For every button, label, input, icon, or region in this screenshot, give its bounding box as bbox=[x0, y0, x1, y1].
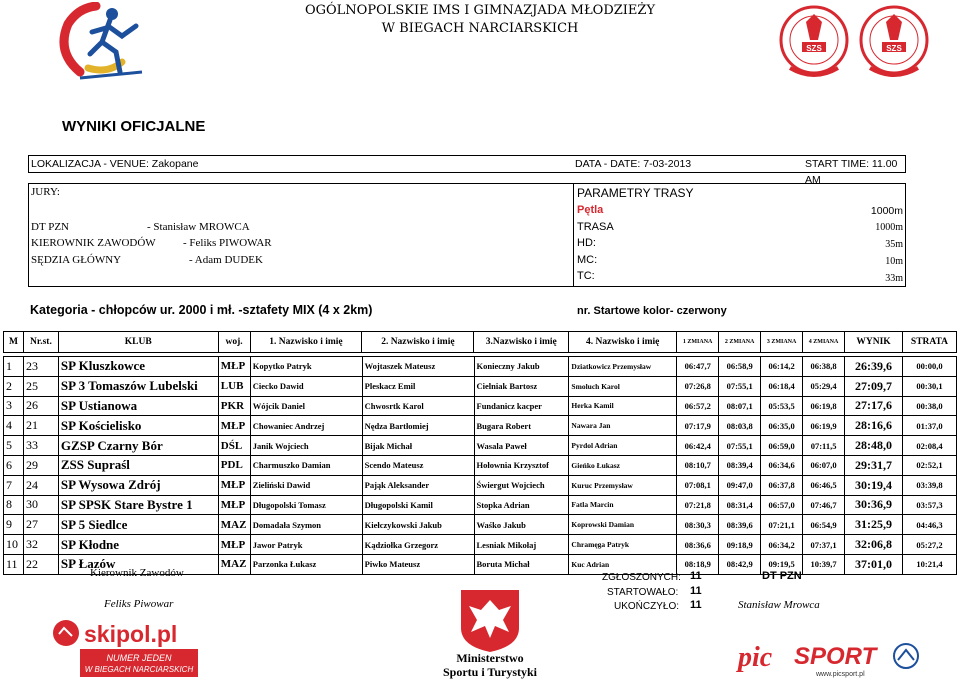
athlete1-cell: Wójcik Daniel bbox=[250, 396, 362, 416]
leg2-time-cell: 09:47,0 bbox=[719, 475, 761, 495]
column-header: 1. Nazwisko i imię bbox=[250, 332, 362, 353]
column-header: M bbox=[4, 332, 24, 353]
region-cell: MŁP bbox=[218, 535, 250, 555]
athlete4-cell: Chramęga Patryk bbox=[569, 535, 677, 555]
leg2-time-cell: 08:39,4 bbox=[719, 455, 761, 475]
region-cell: MŁP bbox=[218, 357, 250, 377]
athlete3-cell: Bugara Robert bbox=[474, 416, 569, 436]
athlete3-cell: Fundanicz kacper bbox=[474, 396, 569, 416]
leg2-time-cell: 08:07,1 bbox=[719, 396, 761, 416]
leg4-time-cell: 10:39,7 bbox=[803, 554, 845, 574]
club-cell: SP Wysowa Zdrój bbox=[58, 475, 218, 495]
leg4-time-cell: 06:19,8 bbox=[803, 396, 845, 416]
gap-cell: 10:21,4 bbox=[902, 554, 956, 574]
region-cell: MAZ bbox=[218, 515, 250, 535]
gap-cell: 02:08,4 bbox=[902, 436, 956, 456]
leg3-time-cell: 06:34,2 bbox=[761, 535, 803, 555]
date-label: DATA - DATE: 7-03-2013 bbox=[575, 158, 692, 170]
athlete2-cell: Nędza Bartłomiej bbox=[362, 416, 474, 436]
leg3-time-cell: 06:34,6 bbox=[761, 455, 803, 475]
start-time-label: START TIME: 11.00 AM bbox=[805, 158, 898, 186]
leg3-time-cell: 09:19,5 bbox=[761, 554, 803, 574]
club-cell: SP Kościelisko bbox=[58, 416, 218, 436]
region-cell: PDL bbox=[218, 455, 250, 475]
track-params-title: PARAMETRY TRASY bbox=[577, 186, 694, 200]
athlete2-cell: Piwko Mateusz bbox=[362, 554, 474, 574]
official-results-title: WYNIKI OFICJALNE bbox=[62, 118, 206, 135]
start-number-cell: 21 bbox=[23, 416, 58, 436]
start-number-cell: 23 bbox=[23, 357, 58, 377]
place-cell: 8 bbox=[4, 495, 24, 515]
start-number-cell: 25 bbox=[23, 376, 58, 396]
result-cell: 30:19,4 bbox=[845, 475, 903, 495]
athlete3-cell: Waśko Jakub bbox=[474, 515, 569, 535]
athlete3-cell: Wasala Paweł bbox=[474, 436, 569, 456]
box-divider bbox=[573, 184, 574, 286]
region-cell: MAZ bbox=[218, 554, 250, 574]
track-label: HD: bbox=[577, 237, 596, 249]
athlete3-cell: Konieczny Jakub bbox=[474, 357, 569, 377]
leg2-time-cell: 06:58,9 bbox=[719, 357, 761, 377]
place-cell: 4 bbox=[4, 416, 24, 436]
kierownik-label: Kierownik Zawodów bbox=[90, 567, 184, 579]
place-cell: 6 bbox=[4, 455, 24, 475]
column-header: WYNIK bbox=[845, 332, 903, 353]
result-cell: 30:36,9 bbox=[845, 495, 903, 515]
result-cell: 26:39,6 bbox=[845, 357, 903, 377]
result-cell: 28:48,0 bbox=[845, 436, 903, 456]
leg2-time-cell: 09:18,9 bbox=[719, 535, 761, 555]
jury-label: JURY: bbox=[31, 186, 60, 198]
table-row bbox=[4, 416, 957, 436]
column-header: 3 ZMIANA bbox=[761, 332, 803, 353]
gap-cell: 01:37,0 bbox=[902, 416, 956, 436]
skier-logo-icon bbox=[50, 2, 150, 84]
leg2-time-cell: 08:42,9 bbox=[719, 554, 761, 574]
leg3-time-cell: 06:14,2 bbox=[761, 357, 803, 377]
dt-name: Stanisław Mrowca bbox=[738, 599, 820, 611]
athlete4-cell: Dziatkowicz Przemysław bbox=[569, 357, 677, 377]
svg-text:pic: pic bbox=[738, 642, 773, 673]
column-header: 4. Nazwisko i imię bbox=[569, 332, 677, 353]
gap-cell: 05:27,2 bbox=[902, 535, 956, 555]
start-number-cell: 30 bbox=[23, 495, 58, 515]
results-header bbox=[3, 331, 957, 353]
table-row bbox=[4, 515, 957, 535]
track-value: 33m bbox=[885, 273, 903, 284]
szs-logo-text: SZS bbox=[806, 44, 822, 53]
club-cell: GZSP Czarny Bór bbox=[58, 436, 218, 456]
jury-name: - Adam DUDEK bbox=[189, 254, 263, 266]
athlete3-cell: Lesniak Mikołaj bbox=[474, 535, 569, 555]
start-number-cell: 27 bbox=[23, 515, 58, 535]
athlete3-cell: Hołownia Krzysztof bbox=[474, 455, 569, 475]
athlete4-cell: Gieńko Łukasz bbox=[569, 455, 677, 475]
place-cell: 3 bbox=[4, 396, 24, 416]
leg1-time-cell: 08:30,3 bbox=[677, 515, 719, 535]
club-cell: SP 5 Siedlce bbox=[58, 515, 218, 535]
gap-cell: 03:39,8 bbox=[902, 475, 956, 495]
jury-track-box bbox=[28, 183, 906, 287]
table-row bbox=[4, 357, 957, 377]
athlete4-cell: Kuc Adrian bbox=[569, 554, 677, 574]
start-color-note: nr. Startowe kolor- czerwony bbox=[577, 305, 727, 317]
track-label: TRASA bbox=[577, 221, 614, 233]
dt-label: DT PZN bbox=[762, 570, 802, 582]
place-cell: 10 bbox=[4, 535, 24, 555]
result-cell: 32:06,8 bbox=[845, 535, 903, 555]
skipol-slogan: NUMER JEDEN bbox=[106, 653, 172, 663]
start-number-cell: 24 bbox=[23, 475, 58, 495]
result-cell: 37:01,0 bbox=[845, 554, 903, 574]
result-cell: 27:17,6 bbox=[845, 396, 903, 416]
athlete1-cell: Domadała Szymon bbox=[250, 515, 362, 535]
leg4-time-cell: 06:38,8 bbox=[803, 357, 845, 377]
gap-cell: 00:38,0 bbox=[902, 396, 956, 416]
athlete4-cell: Pyrdol Adrian bbox=[569, 436, 677, 456]
leg4-time-cell: 07:46,7 bbox=[803, 495, 845, 515]
athlete4-cell: Nawara Jan bbox=[569, 416, 677, 436]
event-title-line1: OGÓLNOPOLSKIE IMS I GIMNAZJADA MŁODZIEŻY bbox=[304, 3, 656, 18]
jury-role: SĘDZIA GŁÓWNY bbox=[31, 254, 122, 266]
location-row bbox=[28, 155, 906, 186]
track-value: 35m bbox=[885, 239, 903, 250]
category-title: Kategoria - chłopców ur. 2000 i mł. -sztafety MIX (4 x 2km) bbox=[30, 303, 373, 317]
pic-url: www.picsport.pl bbox=[816, 671, 865, 678]
athlete1-cell: Kopytko Patryk bbox=[250, 357, 362, 377]
region-cell: DŚL bbox=[218, 436, 250, 456]
athlete1-cell: Ciecko Dawid bbox=[250, 376, 362, 396]
table-row bbox=[4, 495, 957, 515]
loop-label: Pętla bbox=[577, 204, 604, 216]
startowalo-label: STARTOWAŁO: bbox=[607, 587, 679, 598]
leg2-time-cell: 07:55,1 bbox=[719, 436, 761, 456]
szs-logo-text: SZS bbox=[886, 44, 902, 53]
leg3-time-cell: 05:53,5 bbox=[761, 396, 803, 416]
column-header: 2 ZMIANA bbox=[719, 332, 761, 353]
leg3-time-cell: 06:37,8 bbox=[761, 475, 803, 495]
jury-name: - Feliks PIWOWAR bbox=[183, 237, 272, 249]
athlete4-cell: Herka Kamil bbox=[569, 396, 677, 416]
leg3-time-cell: 07:21,1 bbox=[761, 515, 803, 535]
track-label: MC: bbox=[577, 254, 598, 266]
skipol-slogan: W BIEGACH NARCIARSKICH bbox=[84, 665, 194, 674]
start-number-cell: 32 bbox=[23, 535, 58, 555]
leg1-time-cell: 08:18,9 bbox=[677, 554, 719, 574]
place-cell: 2 bbox=[4, 376, 24, 396]
ministry-logo-icon bbox=[425, 588, 555, 680]
start-number-cell: 26 bbox=[23, 396, 58, 416]
leg2-time-cell: 08:31,4 bbox=[719, 495, 761, 515]
table-row bbox=[4, 436, 957, 456]
club-cell: SP Łazów bbox=[58, 554, 218, 574]
ukonczylo-value: 11 bbox=[690, 599, 702, 611]
athlete2-cell: Kądziołka Grzegorz bbox=[362, 535, 474, 555]
club-cell: SP Ustianowa bbox=[58, 396, 218, 416]
column-header: Nr.st. bbox=[23, 332, 58, 353]
column-header: 1 ZMIANA bbox=[677, 332, 719, 353]
athlete1-cell: Zieliński Dawid bbox=[250, 475, 362, 495]
leg4-time-cell: 06:54,9 bbox=[803, 515, 845, 535]
leg4-time-cell: 07:37,1 bbox=[803, 535, 845, 555]
start-number-cell: 33 bbox=[23, 436, 58, 456]
table-row bbox=[4, 396, 957, 416]
gap-cell: 00:30,1 bbox=[902, 376, 956, 396]
club-cell: SP SPSK Stare Bystre 1 bbox=[58, 495, 218, 515]
athlete3-cell: Stopka Adrian bbox=[474, 495, 569, 515]
loop-value: 1000m bbox=[870, 205, 903, 217]
ministry-line1: Ministerstwo bbox=[456, 651, 524, 665]
place-cell: 7 bbox=[4, 475, 24, 495]
athlete1-cell: Charmuszko Damian bbox=[250, 455, 362, 475]
ministry-line2: Sportu i Turystyki bbox=[442, 665, 538, 679]
leg1-time-cell: 07:21,8 bbox=[677, 495, 719, 515]
athlete1-cell: Długopolski Tomasz bbox=[250, 495, 362, 515]
leg4-time-cell: 07:11,5 bbox=[803, 436, 845, 456]
event-title-line2: W BIEGACH NARCIARSKICH bbox=[381, 21, 579, 36]
gap-cell: 03:57,3 bbox=[902, 495, 956, 515]
leg3-time-cell: 06:18,4 bbox=[761, 376, 803, 396]
result-cell: 29:31,7 bbox=[845, 455, 903, 475]
leg1-time-cell: 06:57,2 bbox=[677, 396, 719, 416]
leg3-time-cell: 06:57,0 bbox=[761, 495, 803, 515]
leg4-time-cell: 06:07,0 bbox=[803, 455, 845, 475]
place-cell: 1 bbox=[4, 357, 24, 377]
athlete2-cell: Scendo Mateusz bbox=[362, 455, 474, 475]
leg4-time-cell: 06:46,5 bbox=[803, 475, 845, 495]
athlete2-cell: Pleskacz Emil bbox=[362, 376, 474, 396]
athlete2-cell: Pająk Aleksander bbox=[362, 475, 474, 495]
athlete4-cell: Smoluch Karol bbox=[569, 376, 677, 396]
column-header: 4 ZMIANA bbox=[803, 332, 845, 353]
athlete3-cell: Boruta Michał bbox=[474, 554, 569, 574]
region-cell: LUB bbox=[218, 376, 250, 396]
leg2-time-cell: 07:55,1 bbox=[719, 376, 761, 396]
start-number-cell: 29 bbox=[23, 455, 58, 475]
track-value: 10m bbox=[885, 256, 903, 267]
result-cell: 28:16,6 bbox=[845, 416, 903, 436]
table-row bbox=[4, 376, 957, 396]
leg1-time-cell: 07:17,9 bbox=[677, 416, 719, 436]
jury-name: - Stanisław MROWCA bbox=[147, 221, 250, 233]
athlete2-cell: Wojtaszek Mateusz bbox=[362, 357, 474, 377]
startowalo-value: 11 bbox=[690, 585, 702, 597]
column-header: STRATA bbox=[902, 332, 956, 353]
athlete2-cell: Długopolski Kamil bbox=[362, 495, 474, 515]
pic-brand: SPORT bbox=[794, 643, 877, 670]
gap-cell: 02:52,1 bbox=[902, 455, 956, 475]
location-label: LOKALIZACJA - VENUE: Zakopane bbox=[31, 158, 199, 170]
athlete4-cell: Kuruc Przemysław bbox=[569, 475, 677, 495]
result-cell: 27:09,7 bbox=[845, 376, 903, 396]
athlete2-cell: Bijak Michał bbox=[362, 436, 474, 456]
leg4-time-cell: 06:19,9 bbox=[803, 416, 845, 436]
result-cell: 31:25,9 bbox=[845, 515, 903, 535]
leg1-time-cell: 07:08,1 bbox=[677, 475, 719, 495]
leg1-time-cell: 06:42,4 bbox=[677, 436, 719, 456]
column-header: 2. Nazwisko i imię bbox=[362, 332, 474, 353]
region-cell: PKR bbox=[218, 396, 250, 416]
skipol-name: skipol.pl bbox=[84, 621, 178, 647]
leg1-time-cell: 06:47,7 bbox=[677, 357, 719, 377]
szs-logo-icon bbox=[858, 2, 930, 82]
athlete2-cell: Kiełczykowski Jakub bbox=[362, 515, 474, 535]
leg2-time-cell: 08:03,8 bbox=[719, 416, 761, 436]
start-number-cell: 22 bbox=[23, 554, 58, 574]
table-row bbox=[4, 475, 957, 495]
club-cell: ZSS Supraśl bbox=[58, 455, 218, 475]
athlete1-cell: Janik Wojciech bbox=[250, 436, 362, 456]
leg3-time-cell: 06:59,0 bbox=[761, 436, 803, 456]
ukonczylo-label: UKOŃCZYŁO: bbox=[614, 601, 680, 612]
pic-sport-logo-icon bbox=[736, 632, 921, 680]
gap-cell: 04:46,3 bbox=[902, 515, 956, 535]
athlete2-cell: Chwosrtk Karol bbox=[362, 396, 474, 416]
track-value: 1000m bbox=[875, 222, 903, 233]
jury-role: KIEROWNIK ZAWODÓW bbox=[31, 237, 156, 249]
column-header: KLUB bbox=[58, 332, 218, 353]
zgloszonych-value: 11 bbox=[690, 570, 702, 582]
athlete3-cell: Świergut Wojciech bbox=[474, 475, 569, 495]
column-header: woj. bbox=[218, 332, 250, 353]
leg1-time-cell: 08:36,6 bbox=[677, 535, 719, 555]
club-cell: SP 3 Tomaszów Lubelski bbox=[58, 376, 218, 396]
place-cell: 5 bbox=[4, 436, 24, 456]
szs-logo-icon bbox=[778, 2, 850, 82]
leg2-time-cell: 08:39,6 bbox=[719, 515, 761, 535]
leg1-time-cell: 07:26,8 bbox=[677, 376, 719, 396]
club-cell: SP Kluszkowce bbox=[58, 357, 218, 377]
column-header: 3.Nazwisko i imię bbox=[474, 332, 569, 353]
leg1-time-cell: 08:10,7 bbox=[677, 455, 719, 475]
athlete1-cell: Chowaniec Andrzej bbox=[250, 416, 362, 436]
track-label: TC: bbox=[577, 270, 595, 282]
place-cell: 11 bbox=[4, 554, 24, 574]
table-row bbox=[4, 535, 957, 555]
region-cell: MŁP bbox=[218, 475, 250, 495]
athlete3-cell: Cielniak Bartosz bbox=[474, 376, 569, 396]
zgloszonych-label: ZGŁOSZONYCH: bbox=[602, 572, 681, 583]
skipol-logo-icon bbox=[52, 618, 212, 680]
place-cell: 9 bbox=[4, 515, 24, 535]
athlete4-cell: Koprowski Damian bbox=[569, 515, 677, 535]
results-table bbox=[3, 356, 957, 575]
kierownik-name: Feliks Piwowar bbox=[104, 598, 174, 610]
athlete1-cell: Jawor Patryk bbox=[250, 535, 362, 555]
gap-cell: 00:00,0 bbox=[902, 357, 956, 377]
athlete1-cell: Parzonka Łukasz bbox=[250, 554, 362, 574]
jury-role: DT PZN bbox=[31, 221, 69, 233]
leg3-time-cell: 06:35,0 bbox=[761, 416, 803, 436]
region-cell: MŁP bbox=[218, 495, 250, 515]
leg4-time-cell: 05:29,4 bbox=[803, 376, 845, 396]
club-cell: SP Kłodne bbox=[58, 535, 218, 555]
table-row bbox=[4, 455, 957, 475]
region-cell: MŁP bbox=[218, 416, 250, 436]
athlete4-cell: Fatla Marcin bbox=[569, 495, 677, 515]
